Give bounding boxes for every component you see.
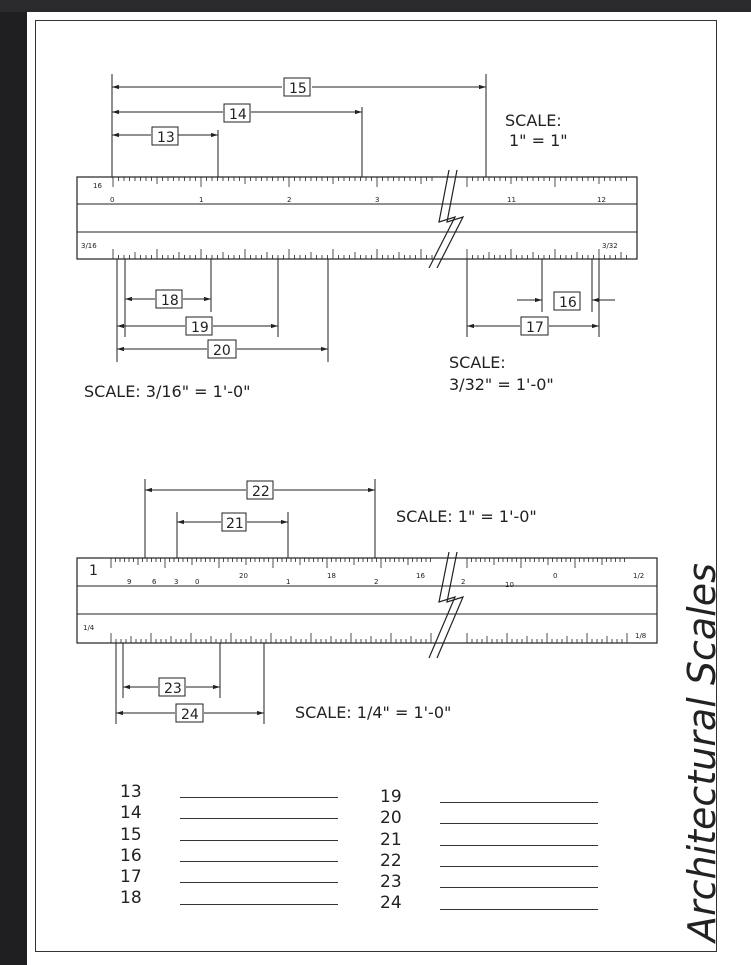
dim-box-15	[284, 78, 310, 97]
scale-1in-label: SCALE: 1" = 1'-0"	[396, 507, 537, 526]
answer-blank[interactable]	[440, 845, 598, 846]
scale-3-16-label: SCALE: 3/16" = 1'-0"	[84, 382, 251, 401]
scale-top-right-line1: SCALE:	[505, 111, 562, 130]
ruler-2-label-1-4: 1/4	[83, 624, 95, 632]
ruler-1-label-3-32: 3/32	[602, 242, 618, 250]
answer-row-18: 18	[120, 888, 338, 909]
ruler-2-label-20: 20	[239, 572, 248, 580]
answer-blank[interactable]	[180, 840, 338, 841]
answer-blank[interactable]	[180, 904, 338, 905]
answer-blank[interactable]	[440, 866, 598, 867]
dim-box-22	[247, 481, 273, 500]
ruler-2-label-1-2: 1/2	[633, 572, 645, 580]
answer-row-24: 24	[380, 893, 598, 914]
ruler-1-ticks	[113, 177, 627, 259]
svg-text:24: 24	[181, 707, 199, 723]
svg-text:23: 23	[164, 681, 182, 697]
ruler-2-label-16: 16	[416, 572, 425, 580]
answer-row-22: 22	[380, 851, 598, 872]
svg-text:13: 13	[157, 130, 175, 146]
worksheet-page	[27, 12, 751, 965]
ruler-2-label-2: 2	[374, 578, 379, 586]
dim-box-19	[186, 317, 212, 336]
svg-text:17: 17	[526, 320, 544, 336]
ruler-2-label-0: 0	[195, 578, 200, 586]
svg-text:19: 19	[191, 320, 209, 336]
answer-blank[interactable]	[440, 887, 598, 888]
ruler-1-label-12: 12	[597, 196, 606, 204]
answer-blank[interactable]	[440, 909, 598, 910]
ruler-2-label-18: 18	[327, 572, 336, 580]
answer-row-23: 23	[380, 872, 598, 893]
ruler-2-label-1-8: 1/8	[635, 632, 647, 640]
window-top-bar	[0, 0, 751, 12]
svg-text:22: 22	[252, 484, 270, 500]
svg-text:14: 14	[229, 107, 247, 123]
answer-blank[interactable]	[440, 823, 598, 824]
dim-box-13	[152, 127, 178, 146]
dim-box-16	[554, 292, 580, 311]
ruler-1-label-3: 3	[375, 196, 380, 204]
page-title: Architectural Scales	[680, 563, 724, 942]
answers-left	[120, 782, 338, 910]
answer-row-14: 14	[120, 803, 338, 824]
answer-row-13: 13	[120, 782, 338, 803]
answer-row-15: 15	[120, 825, 338, 846]
answer-row-19: 19	[380, 787, 598, 808]
ruler-1-label-3-16: 3/16	[81, 242, 97, 250]
answer-blank[interactable]	[440, 802, 598, 803]
answers-right	[380, 787, 598, 915]
answer-blank[interactable]	[180, 797, 338, 798]
ruler-2-label-3: 3	[174, 578, 179, 586]
dim-box-18	[156, 290, 182, 309]
ruler-2-label-9: 9	[127, 578, 132, 586]
svg-text:16: 16	[559, 295, 577, 311]
dim-box-17	[521, 317, 548, 336]
dim-box-24	[176, 704, 203, 723]
scale-top-right-line2: 1" = 1"	[509, 131, 568, 150]
ruler-1-label-2: 2	[287, 196, 292, 204]
ruler-2-label-10: 10	[505, 581, 514, 589]
dim-box-20	[208, 340, 236, 359]
svg-text:15: 15	[289, 81, 307, 97]
ruler-1-label-0: 0	[110, 196, 115, 204]
ruler-2-label-6: 6	[152, 578, 157, 586]
answer-blank[interactable]	[180, 882, 338, 883]
ruler-2-label-2b: 2	[461, 578, 466, 586]
ruler-2-ticks	[111, 558, 627, 643]
scale-3-32-line2: 3/32" = 1'-0"	[449, 375, 554, 394]
dim-box-21	[222, 513, 246, 532]
answer-row-17: 17	[120, 867, 338, 888]
svg-text:20: 20	[213, 343, 231, 359]
dim-box-23	[159, 678, 185, 697]
answer-row-21: 21	[380, 830, 598, 851]
ruler-2	[77, 552, 657, 658]
scale-3-32-line1: SCALE:	[449, 353, 506, 372]
svg-text:21: 21	[226, 516, 244, 532]
ruler-1-label-11: 11	[507, 196, 516, 204]
ruler-1	[77, 170, 637, 268]
ruler-2-label-1b: 1	[286, 578, 291, 586]
answer-row-16: 16	[120, 846, 338, 867]
answer-blank[interactable]	[180, 818, 338, 819]
dim-box-14	[224, 104, 250, 123]
ruler-1-label-16: 16	[93, 182, 102, 190]
answer-blank[interactable]	[180, 861, 338, 862]
scale-1-4-label: SCALE: 1/4" = 1'-0"	[295, 703, 452, 722]
svg-text:18: 18	[161, 293, 179, 309]
ruler-2-label-1: 1	[89, 563, 98, 579]
ruler-1-label-1: 1	[199, 196, 204, 204]
answer-row-20: 20	[380, 808, 598, 829]
ruler-2-label-0b: 0	[553, 572, 558, 580]
